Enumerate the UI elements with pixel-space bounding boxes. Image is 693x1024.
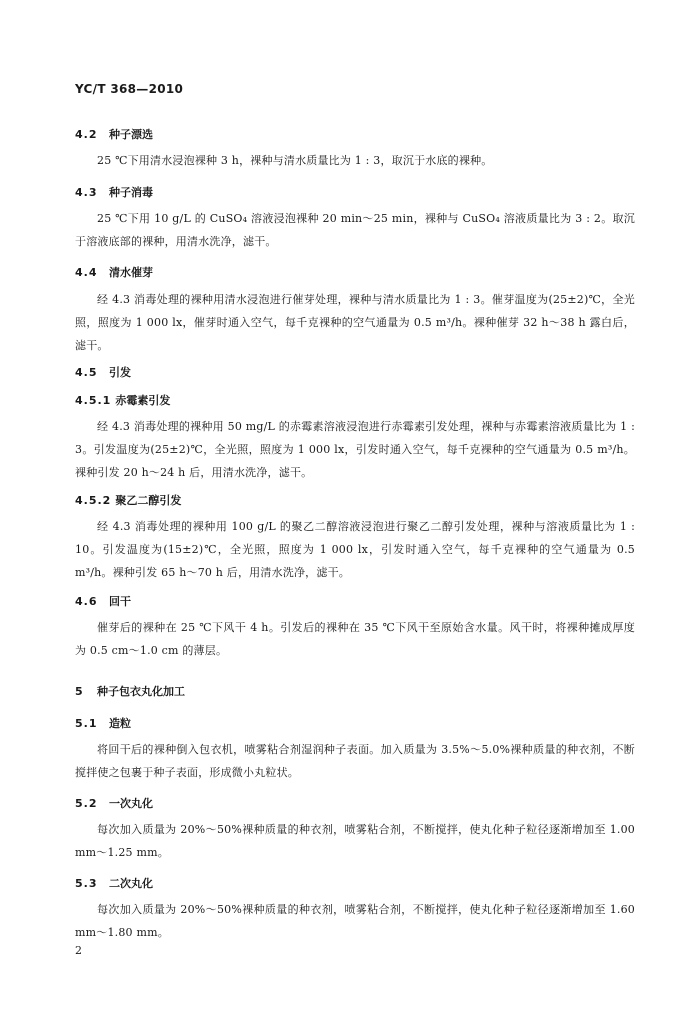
section-number: 5.3 [75,877,98,890]
section-body-5-3: 每次加入质量为 20%～50%裸种质量的种衣剂，喷雾粘合剂，不断搅拌，使丸化种子粒径逐渐增加至 1.60 mm～1.80 mm。 [75,903,635,939]
section-heading-4-5-1 [75,392,170,408]
section-body-5-2: 每次加入质量为 20%～50%裸种质量的种衣剂，喷雾粘合剂，不断搅拌，使丸化种子粒径逐渐增加至 1.00 mm～1.25 mm。 [75,823,635,859]
section-title: 二次丸化 [109,877,153,890]
section-heading-5-1 [75,715,131,731]
chapter-number: 5 [75,685,84,698]
chapter-heading-5 [75,683,185,699]
section-heading-4-6 [75,593,131,609]
section-number: 4.2 [75,128,98,141]
section-title: 引发 [109,366,131,379]
page-number: 2 [75,944,82,957]
section-number: 4.5.1 [75,394,112,407]
section-number: 4.6 [75,595,98,608]
section-heading-4-4 [75,264,153,280]
chapter-title: 种子包衣丸化加工 [97,685,185,698]
section-title: 清水催芽 [109,266,153,279]
section-heading-5-3 [75,875,153,891]
section-title: 种子消毒 [109,186,153,199]
section-heading-4-3 [75,184,153,200]
section-title: 造粒 [109,717,131,730]
section-title: 一次丸化 [109,797,153,810]
section-heading-4-2 [75,126,153,142]
section-number: 5.2 [75,797,98,810]
section-body-5-1: 将回干后的裸种倒入包衣机，喷雾粘合剂湿润种子表面。加入质量为 3.5%～5.0%裸种质量的种衣剂，不断搅拌使之包裹于种子表面，形成微小丸粒状。 [75,743,635,779]
section-body-4-5-2: 经 4.3 消毒处理的裸种用 100 g/L 的聚乙二醇溶液浸泡进行聚乙二醇引发处理，裸种与溶液质量比为 1 : 10。引发温度为(15±2)℃，全光照，照度为 1 000 lx，引发时通入空气，每千克裸种的空气通量为 0.5 m³/h。裸种引发 65 h～70 h 后，用清水洗净，滤干。 [75,520,635,579]
section-number: 4.3 [75,186,98,199]
section-heading-4-5-2 [75,492,181,508]
section-number: 5.1 [75,717,98,730]
standard-code: YC/T 368—2010 [75,82,184,96]
section-title: 赤霉素引发 [115,394,171,407]
section-body-4-6: 催芽后的裸种在 25 ℃下风干 4 h。引发后的裸种在 35 ℃下风干至原始含水量。风干时，将裸种摊成厚度为 0.5 cm～1.0 cm 的薄层。 [75,621,635,657]
section-body-4-4: 经 4.3 消毒处理的裸种用清水浸泡进行催芽处理，裸种与清水质量比为 1 : 3。催芽温度为(25±2)℃，全光照，照度为 1 000 lx，催芽时通入空气，每千克裸种的空气通量为 0.5 m³/h。裸种催芽 32 h～38 h 露白后，滤干。 [75,293,635,352]
section-title: 聚乙二醇引发 [115,494,182,507]
section-body-4-5-1: 经 4.3 消毒处理的裸种用 50 mg/L 的赤霉素溶液浸泡进行赤霉素引发处理，裸种与赤霉素溶液质量比为 1 : 3。引发温度为(25±2)℃，全光照，照度为 1 000 lx，引发时通入空气，每千克裸种的空气通量为 0.5 m³/h。裸种引发 20 h～24 h 后，用清水洗净，滤干。 [75,420,635,479]
section-body-4-2: 25 ℃下用清水浸泡裸种 3 h，裸种与清水质量比为 1 : 3，取沉于水底的裸种。 [97,154,493,167]
section-number: 4.4 [75,266,98,279]
section-title: 种子漂选 [109,128,153,141]
section-heading-5-2 [75,795,153,811]
section-title: 回干 [109,595,131,608]
section-heading-4-5 [75,364,131,380]
section-number: 4.5.2 [75,494,112,507]
section-number: 4.5 [75,366,98,379]
section-body-4-3: 25 ℃下用 10 g/L 的 CuSO₄ 溶液浸泡裸种 20 min～25 min，裸种与 CuSO₄ 溶液质量比为 3 : 2。取沉于溶液底部的裸种，用清水洗净，滤干。 [75,212,635,248]
